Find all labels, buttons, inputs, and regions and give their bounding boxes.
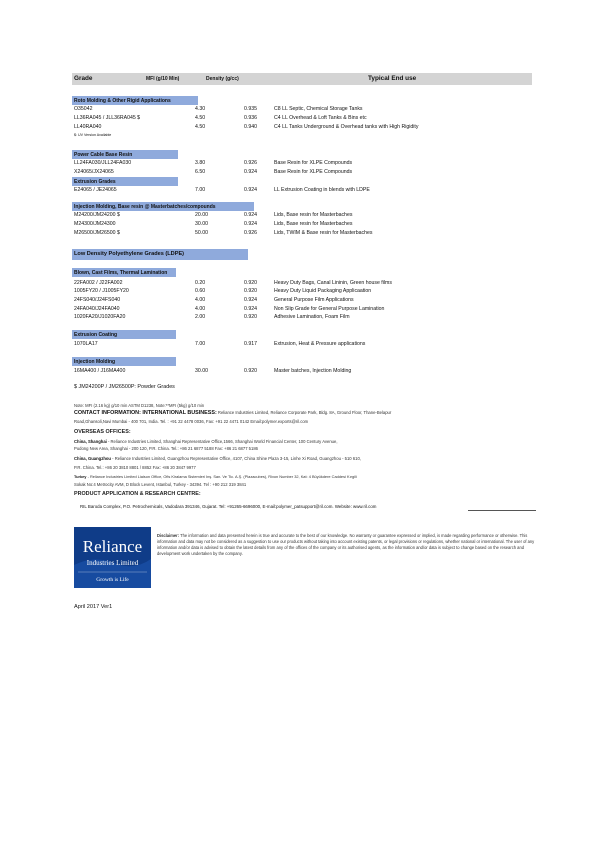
disclaimer-text: The information and data presented herein is true and accurate to the best of our knowledge. No warranty or guarantee expressed or implied, is made regarding performance or otherwise. This information and data may not be considered as a suggestion to use our products without taking into account existing patents, or legal provisions or regulations, whether national or international. The user of any information and/or data is advised to obtain the latest details from any of the offices of the company or its authorised agents, as the information and/or data is subject to change based on the research and development work undertaken by the company. bbox=[157, 533, 535, 557]
china-shanghai-address: - Reliance Industries Limited, Shanghai Representative Office,1566, Shanghai World Financial Center, 100 Century Avenue, bbox=[106, 439, 338, 444]
china-shanghai-line-2: Pudong New Area, Shanghai - 200 120, P.R. China. Tel.: +86 21 6877 5188 Fax: +86 21 6877 5186 bbox=[74, 446, 259, 451]
contact-label: CONTACT INFORMATION: INTERNATIONAL BUSINESS: bbox=[74, 410, 217, 416]
logo-name: Reliance bbox=[82, 537, 143, 556]
powder-grades-note: $ JM24200P / JM26500P: Powder Grades bbox=[74, 384, 175, 390]
section-title-ldpe: Low Density Polyethylene Grades (LDPE) bbox=[74, 251, 185, 257]
china-guangzhou-line-2: P.R. China. Tel.: +86 20 3810 8801 / 8852 Fax: +86 20 3847 9977 bbox=[74, 465, 196, 470]
rnd-underline bbox=[468, 510, 536, 511]
mfi-note: Note: MFI (2.16 kg) g/10 min ASTM D1238, Note:**MFI (5kg) g/10 min bbox=[74, 403, 205, 408]
section-title-blown-films: Blown, Cast Films, Thermal Lamination bbox=[74, 270, 168, 276]
rnd-address: RIL Baroda Complex, P.O. Petrochemicals, Vadodara 391346, Gujarat. Tel: +91265-6696000, E-mail:polymer_patsupport@ril.com. Website: www.ril.com bbox=[80, 504, 377, 509]
section-title-extrusion-grades: Extrusion Grades bbox=[74, 179, 116, 185]
header-grade: Grade bbox=[74, 75, 93, 82]
header-mfi: MFI (g/10 Min) bbox=[146, 76, 180, 82]
logo-subtitle: Industries Limited bbox=[86, 559, 139, 567]
china-shanghai-label: China, Shanghai bbox=[74, 439, 107, 444]
uv-version-note: $: UV Version Available bbox=[74, 133, 112, 137]
section-title-extrusion-coating: Extrusion Coating bbox=[74, 332, 118, 338]
china-guangzhou-line-1 bbox=[74, 457, 361, 461]
section-title-injection-molding: Injection Molding bbox=[74, 359, 116, 365]
contact-line-1 bbox=[74, 411, 391, 416]
header-density: Density (g/cc) bbox=[206, 76, 239, 82]
disclaimer bbox=[157, 533, 537, 557]
contact-line-2: Road,Ghansoli,Navi Mumbai - 400 701, India. Tel. : +91 22 4478 0036, Fax: +91 22 4471 0142 Email:polymer.exports@ril.com bbox=[74, 419, 309, 424]
disclaimer-label: Disclaimer: bbox=[157, 533, 180, 538]
rnd-title: PRODUCT APPLICATION & RESEARCH CENTRE: bbox=[74, 491, 201, 497]
contact-address: Reliance Industries Limited, Reliance Corporate Park, Bldg. 8A, Ground Floor, Thane-Belapur bbox=[217, 410, 392, 415]
turkey-label: Turkey bbox=[74, 474, 87, 479]
turkey-line-2: Sokak No:4 Metrocity AVM, D Block Levent, Istanbul, Turkey - 34394. Tel : +90 212 319 3841 bbox=[74, 482, 247, 487]
section-title-roto: Roto Molding & Other Rigid Applications bbox=[74, 98, 171, 104]
china-guangzhou-label: China, Guangzhou bbox=[74, 456, 111, 461]
version-label: April 2017 Ver1 bbox=[74, 604, 113, 610]
china-guangzhou-address: - Reliance Industries Limited, Guangzhou Representative Office, 4107, China Shine Plaza 3-15, Linhe Xi Road, Guangzhou - 510 610, bbox=[111, 456, 361, 461]
china-shanghai-line-1 bbox=[74, 440, 338, 444]
overseas-offices-title: OVERSEAS OFFICES: bbox=[74, 429, 131, 435]
reliance-logo bbox=[74, 527, 151, 588]
section-title-injection-base: Injection Molding, Base resin @ Masterbatches/compounds bbox=[74, 204, 216, 210]
section-title-power-cable: Power Cable Base Resin bbox=[74, 152, 133, 158]
header-typical-end-use: Typical End use bbox=[368, 75, 417, 82]
logo-tagline: Growth is Life bbox=[96, 577, 129, 583]
turkey-address: - Reliance Industries Limited Liaison Office, Ofis Kiralama Sistemleri Inş. San. Ve Tic. A.Ş. (Plazacubes), Rixon Number 32, Kat: 4 Büyükdere Caddesi Kırgili bbox=[86, 474, 357, 479]
reliance-logo-graphic bbox=[74, 527, 151, 588]
table-header-band bbox=[72, 73, 532, 85]
turkey-line-1 bbox=[74, 475, 357, 479]
